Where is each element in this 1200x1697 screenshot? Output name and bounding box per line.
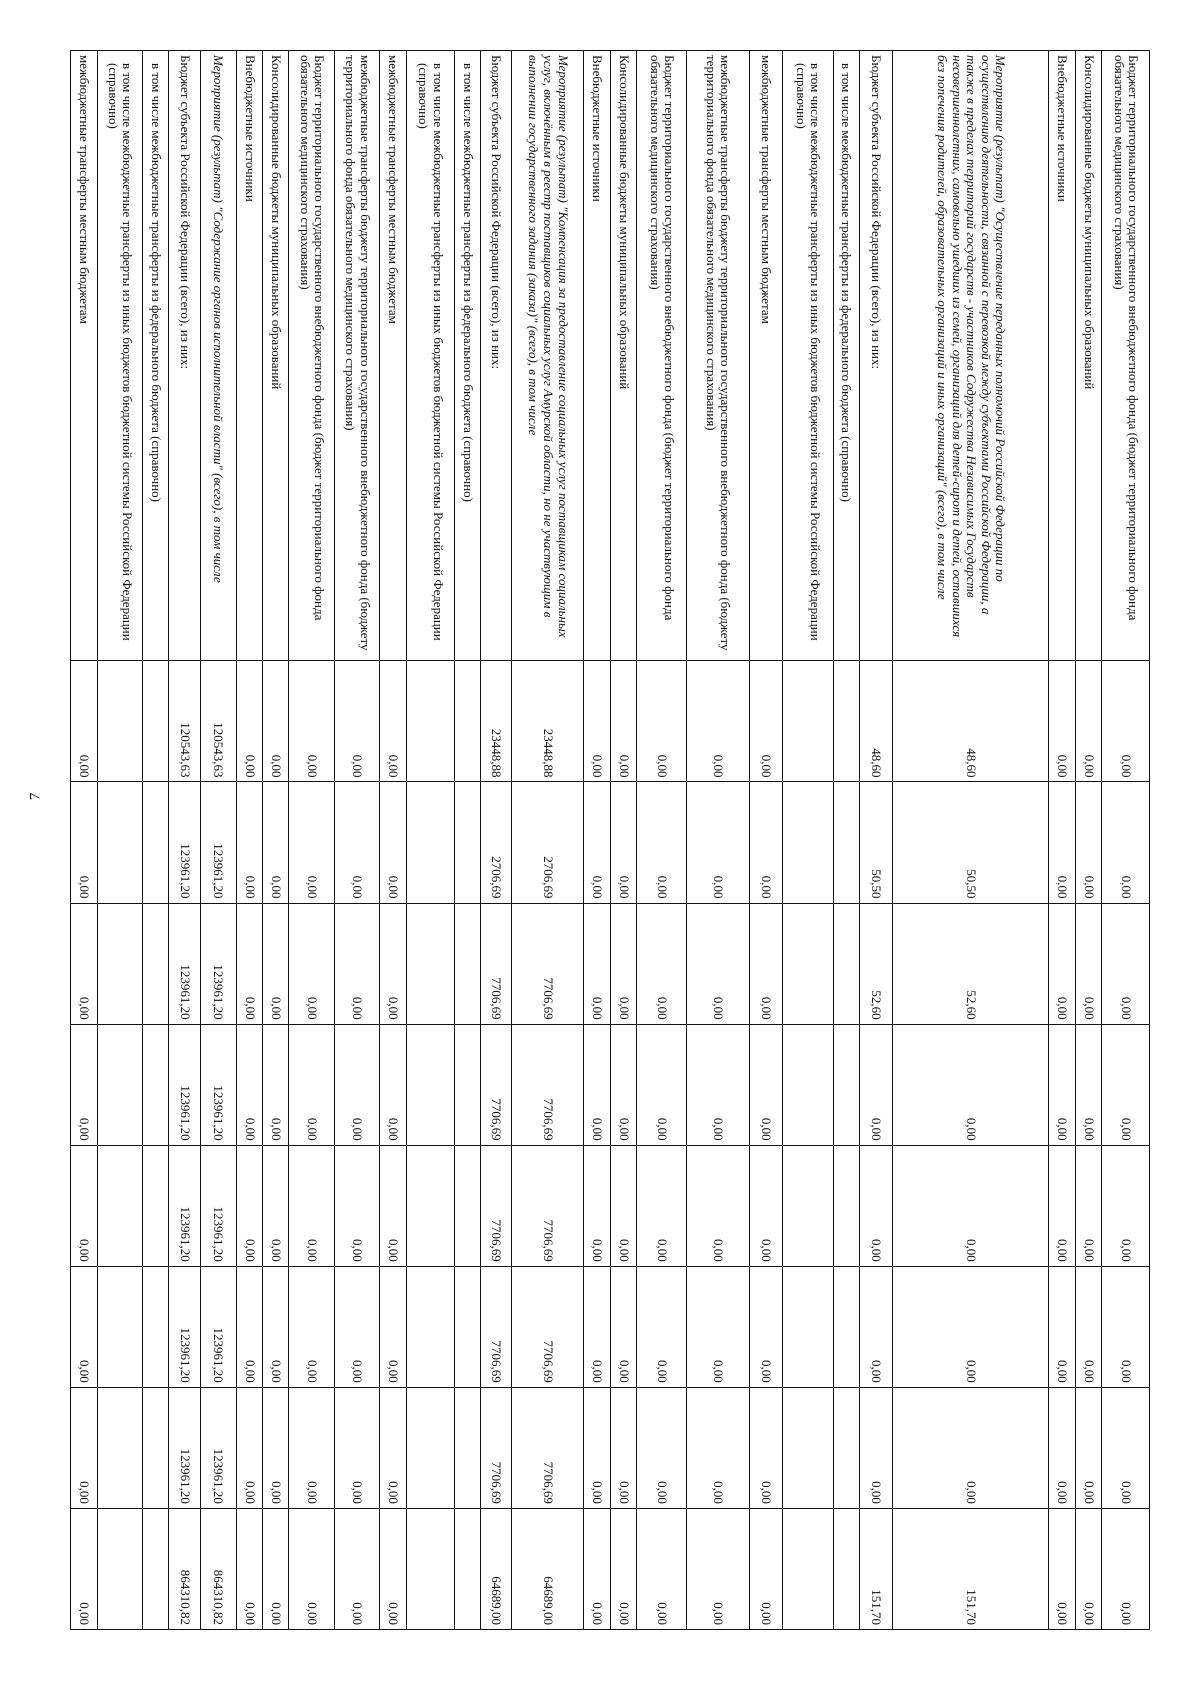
value-cell (97, 661, 143, 782)
table-row (481, 51, 512, 1630)
value-cell (454, 1387, 480, 1508)
table-row (859, 51, 893, 1630)
value-cell (454, 782, 480, 903)
value-cell: 0,00 (236, 661, 262, 782)
value-cell: 0,00 (262, 661, 288, 782)
value-cell: 0,00 (236, 1024, 262, 1145)
value-cell: 0,00 (749, 782, 783, 903)
value-cell: 120543,63 (200, 661, 236, 782)
value-cell (833, 903, 859, 1024)
value-cell (143, 1266, 169, 1387)
row-label: Бюджет территориального государственного внебюджетного фонда (бюджет территориального фонда обязательного медицинского страхования) (636, 51, 686, 661)
value-cell: 0,00 (687, 1266, 749, 1387)
value-cell: 0,00 (71, 782, 98, 903)
value-cell: 123961,20 (200, 1387, 236, 1508)
value-cell: 0,00 (71, 1387, 98, 1508)
value-cell: 123961,20 (200, 903, 236, 1024)
value-cell: 0,00 (859, 1266, 893, 1387)
value-cell: 0,00 (71, 903, 98, 1024)
value-cell: 0,00 (289, 782, 335, 903)
table-row (783, 51, 833, 1630)
value-cell: 0,00 (636, 782, 686, 903)
table-row (610, 51, 636, 1630)
value-cell: 0,00 (1075, 661, 1101, 782)
value-cell (783, 1145, 833, 1266)
value-cell: 0,00 (380, 1145, 406, 1266)
value-cell: 0,00 (334, 1387, 380, 1508)
table-row (71, 51, 98, 1630)
value-cell (406, 1024, 454, 1145)
value-cell: 0,00 (610, 782, 636, 903)
value-cell (783, 903, 833, 1024)
table-row (262, 51, 288, 1630)
value-cell: 48,60 (859, 661, 893, 782)
row-label: Бюджет субъекта Российской Федерации (всего), из них: (859, 51, 893, 661)
value-cell: 0,00 (1049, 903, 1075, 1024)
value-cell: 0,00 (749, 1145, 783, 1266)
value-cell: 0,00 (289, 661, 335, 782)
value-cell: 0,00 (1102, 1508, 1150, 1629)
value-cell: 0,00 (1075, 1266, 1101, 1387)
value-cell: 23448,88 (512, 661, 584, 782)
value-cell: 123961,20 (200, 782, 236, 903)
value-cell: 64689,00 (481, 1508, 512, 1629)
row-label: в том числе межбюджетные трансферты из федерального бюджета (справочно) (143, 51, 169, 661)
value-cell: 0,00 (334, 1024, 380, 1145)
value-cell: 0,00 (380, 1387, 406, 1508)
value-cell: 0,00 (749, 1266, 783, 1387)
value-cell: 123961,20 (169, 1145, 200, 1266)
value-cell (143, 903, 169, 1024)
value-cell: 0,00 (380, 1266, 406, 1387)
value-cell: 23448,88 (481, 661, 512, 782)
value-cell: 0,00 (236, 1266, 262, 1387)
value-cell: 0,00 (610, 903, 636, 1024)
value-cell: 0,00 (1049, 1266, 1075, 1387)
value-cell (833, 1145, 859, 1266)
value-cell: 0,00 (610, 1387, 636, 1508)
value-cell: 0,00 (1049, 1387, 1075, 1508)
table-row (833, 51, 859, 1630)
value-cell: 0,00 (71, 1024, 98, 1145)
value-cell: 0,00 (687, 782, 749, 903)
value-cell: 0,00 (236, 1508, 262, 1629)
value-cell (97, 1387, 143, 1508)
value-cell: 0,00 (1049, 661, 1075, 782)
value-cell: 0,00 (1049, 1024, 1075, 1145)
value-cell: 0,00 (236, 1387, 262, 1508)
row-label: Мероприятие (результат) "Компенсация за предоставление социальных услуг поставщикам социальных услуг, включённым в реестр поставщиков социальных услуг Амурской области, но не участвующим в выполнении государственного задания (заказа)" (всего), в том числе (512, 51, 584, 661)
value-cell: 0,00 (859, 1145, 893, 1266)
value-cell (406, 661, 454, 782)
table-row (512, 51, 584, 1630)
value-cell: 0,00 (1102, 1266, 1150, 1387)
row-label: Внебюджетные источники (584, 51, 610, 661)
value-cell: 151,70 (859, 1508, 893, 1629)
value-cell (833, 1508, 859, 1629)
value-cell (143, 1508, 169, 1629)
value-cell: 0,00 (380, 1024, 406, 1145)
row-label: межбюджетные трансферты местным бюджетам (749, 51, 783, 661)
value-cell (406, 1387, 454, 1508)
value-cell: 0,00 (749, 903, 783, 1024)
value-cell: 0,00 (1049, 782, 1075, 903)
value-cell: 2706,69 (512, 782, 584, 903)
value-cell: 0,00 (749, 1508, 783, 1629)
value-cell: 0,00 (687, 1387, 749, 1508)
value-cell (783, 782, 833, 903)
value-cell: 0,00 (859, 1387, 893, 1508)
value-cell: 0,00 (380, 782, 406, 903)
value-cell: 0,00 (71, 1508, 98, 1629)
value-cell: 2706,69 (481, 782, 512, 903)
value-cell (783, 661, 833, 782)
value-cell: 0,00 (262, 1508, 288, 1629)
row-label: Консолидированные бюджеты муниципальных образований (1075, 51, 1101, 661)
value-cell: 0,00 (289, 1145, 335, 1266)
row-label: Внебюджетные источники (236, 51, 262, 661)
value-cell: 48,60 (893, 661, 1049, 782)
value-cell (454, 903, 480, 1024)
value-cell (833, 1387, 859, 1508)
value-cell: 0,00 (380, 1508, 406, 1629)
value-cell (454, 1508, 480, 1629)
value-cell: 0,00 (893, 1387, 1049, 1508)
value-cell: 123961,20 (169, 1266, 200, 1387)
row-label: в том числе межбюджетные трансферты из иных бюджетов бюджетной системы Российской Федерации (справочно) (406, 51, 454, 661)
value-cell: 7706,69 (512, 1266, 584, 1387)
value-cell: 7706,69 (512, 1145, 584, 1266)
value-cell: 0,00 (610, 1024, 636, 1145)
value-cell: 0,00 (636, 903, 686, 1024)
value-cell: 0,00 (584, 661, 610, 782)
value-cell: 0,00 (1049, 1145, 1075, 1266)
table-row (454, 51, 480, 1630)
value-cell: 123961,20 (200, 1266, 236, 1387)
value-cell: 0,00 (1075, 903, 1101, 1024)
value-cell: 7706,69 (512, 1387, 584, 1508)
value-cell: 0,00 (1102, 1387, 1150, 1508)
value-cell: 0,00 (687, 1508, 749, 1629)
value-cell: 0,00 (289, 1024, 335, 1145)
value-cell: 0,00 (380, 661, 406, 782)
value-cell: 0,00 (380, 903, 406, 1024)
value-cell: 0,00 (289, 1266, 335, 1387)
row-label: межбюджетные трансферты местным бюджетам (71, 51, 98, 661)
value-cell: 123961,20 (169, 1387, 200, 1508)
value-cell: 0,00 (687, 1024, 749, 1145)
page-number: 7 (27, 792, 44, 801)
value-cell: 0,00 (584, 782, 610, 903)
value-cell: 0,00 (584, 1145, 610, 1266)
value-cell: 0,00 (584, 1266, 610, 1387)
table-row (1102, 51, 1150, 1630)
value-cell: 0,00 (1102, 1024, 1150, 1145)
value-cell: 0,00 (636, 1266, 686, 1387)
value-cell (783, 1024, 833, 1145)
value-cell (97, 782, 143, 903)
value-cell: 0,00 (1075, 1508, 1101, 1629)
table-row (97, 51, 143, 1630)
row-label: Внебюджетные источники (1049, 51, 1075, 661)
value-cell: 0,00 (610, 1145, 636, 1266)
value-cell: 0,00 (610, 661, 636, 782)
value-cell: 0,00 (859, 1024, 893, 1145)
row-label: Мероприятие (результат) "Содержание органов исполнительной власти" (всего), в том числе (200, 51, 236, 661)
value-cell: 0,00 (334, 1145, 380, 1266)
value-cell (97, 903, 143, 1024)
value-cell: 0,00 (262, 903, 288, 1024)
table-row (636, 51, 686, 1630)
value-cell: 64689,00 (512, 1508, 584, 1629)
value-cell: 0,00 (749, 661, 783, 782)
row-label: Бюджет территориального государственного внебюджетного фонда (бюджет территориального фонда обязательного медицинского страхования) (1102, 51, 1150, 661)
row-label: межбюджетные трансферты бюджету территориального государственного внебюджетного фонда (бюджету территориального фонда обязательного медицинского страхования) (687, 51, 749, 661)
value-cell: 52,60 (893, 903, 1049, 1024)
table-row (169, 51, 200, 1630)
value-cell: 0,00 (1102, 782, 1150, 903)
value-cell: 0,00 (749, 1387, 783, 1508)
value-cell: 50,50 (893, 782, 1049, 903)
value-cell: 0,00 (610, 1266, 636, 1387)
value-cell: 0,00 (584, 1024, 610, 1145)
value-cell: 0,00 (1075, 1145, 1101, 1266)
value-cell: 0,00 (893, 1145, 1049, 1266)
value-cell: 0,00 (687, 903, 749, 1024)
value-cell (833, 661, 859, 782)
value-cell: 0,00 (71, 661, 98, 782)
value-cell: 7706,69 (512, 1024, 584, 1145)
value-cell (97, 1266, 143, 1387)
table-row (687, 51, 749, 1630)
value-cell: 0,00 (893, 1024, 1049, 1145)
value-cell (783, 1266, 833, 1387)
value-cell (783, 1508, 833, 1629)
row-label: Бюджет территориального государственного внебюджетного фонда (бюджет территориального фонда обязательного медицинского страхования) (289, 51, 335, 661)
value-cell (97, 1024, 143, 1145)
value-cell (454, 661, 480, 782)
value-cell: 0,00 (749, 1024, 783, 1145)
table-row (143, 51, 169, 1630)
value-cell: 7706,69 (481, 1387, 512, 1508)
value-cell: 0,00 (262, 782, 288, 903)
value-cell: 0,00 (236, 903, 262, 1024)
row-label: Бюджет субъекта Российской Федерации (всего), из них: (169, 51, 200, 661)
value-cell: 0,00 (893, 1266, 1049, 1387)
value-cell: 123961,20 (169, 1024, 200, 1145)
value-cell: 0,00 (1049, 1508, 1075, 1629)
value-cell: 0,00 (236, 1145, 262, 1266)
value-cell: 0,00 (262, 1387, 288, 1508)
value-cell: 0,00 (1075, 1024, 1101, 1145)
value-cell (143, 1145, 169, 1266)
value-cell: 0,00 (262, 1024, 288, 1145)
value-cell: 0,00 (1102, 661, 1150, 782)
value-cell: 151,70 (893, 1508, 1049, 1629)
row-label: Консолидированные бюджеты муниципальных образований (262, 51, 288, 661)
value-cell: 7706,69 (481, 1266, 512, 1387)
value-cell: 123961,20 (169, 782, 200, 903)
value-cell (833, 1266, 859, 1387)
value-cell: 0,00 (610, 1508, 636, 1629)
value-cell (97, 1508, 143, 1629)
value-cell: 864310,82 (169, 1508, 200, 1629)
value-cell: 0,00 (334, 782, 380, 903)
table-row (289, 51, 335, 1630)
value-cell (454, 1266, 480, 1387)
value-cell: 0,00 (334, 661, 380, 782)
row-label: в том числе межбюджетные трансферты из иных бюджетов бюджетной системы Российской Федерации (справочно) (783, 51, 833, 661)
table-row (236, 51, 262, 1630)
value-cell: 0,00 (636, 1387, 686, 1508)
table-row (200, 51, 236, 1630)
value-cell: 0,00 (334, 903, 380, 1024)
row-label: в том числе межбюджетные трансферты из федерального бюджета (справочно) (454, 51, 480, 661)
table-row (749, 51, 783, 1630)
row-label: в том числе межбюджетные трансферты из федерального бюджета (справочно) (833, 51, 859, 661)
rotated-table-container (70, 50, 1150, 1630)
value-cell (833, 1024, 859, 1145)
value-cell: 0,00 (1102, 903, 1150, 1024)
value-cell: 7706,69 (481, 1145, 512, 1266)
value-cell: 7706,69 (512, 903, 584, 1024)
value-cell: 0,00 (262, 1266, 288, 1387)
value-cell (783, 1387, 833, 1508)
value-cell: 0,00 (1075, 782, 1101, 903)
value-cell: 864310,82 (200, 1508, 236, 1629)
value-cell: 0,00 (636, 1508, 686, 1629)
budget-table (70, 50, 1150, 1630)
row-label: в том числе межбюджетные трансферты из иных бюджетов бюджетной системы Российской Федерации (справочно) (97, 51, 143, 661)
table-row (380, 51, 406, 1630)
value-cell (454, 1145, 480, 1266)
value-cell (406, 1508, 454, 1629)
value-cell: 0,00 (289, 903, 335, 1024)
value-cell: 0,00 (1075, 1387, 1101, 1508)
value-cell: 0,00 (262, 1145, 288, 1266)
value-cell: 0,00 (636, 1145, 686, 1266)
value-cell: 0,00 (584, 1508, 610, 1629)
value-cell: 0,00 (236, 782, 262, 903)
value-cell: 0,00 (584, 1387, 610, 1508)
value-cell (406, 1266, 454, 1387)
table-row (406, 51, 454, 1630)
value-cell: 123961,20 (200, 1024, 236, 1145)
value-cell (833, 782, 859, 903)
value-cell: 0,00 (334, 1508, 380, 1629)
row-label: Бюджет субъекта Российской Федерации (всего), из них: (481, 51, 512, 661)
row-label: Мероприятие (результат) "Осуществление переданных полномочий Российской Федерации по осуществлению деятельности, связанной с перевозкой между субъектами Российской Федерации, а также в пределах территорий государств - участников Содружества Независимых Государств несовершеннолетних, самовольно ушедших из семей, организаций для детей-сирот и детей, оставшихся без попечения родителей, образовательных организаций и иных организаций" (всего), в том числе (893, 51, 1049, 661)
value-cell: 0,00 (71, 1266, 98, 1387)
row-label: межбюджетные трансферты бюджету территориального государственного внебюджетного фонда (бюджету территориального фонда обязательного медицинского страхования) (334, 51, 380, 661)
value-cell (406, 1145, 454, 1266)
value-cell: 120543,63 (169, 661, 200, 782)
table-row (893, 51, 1049, 1630)
value-cell: 0,00 (636, 1024, 686, 1145)
budget-table-body (71, 51, 1150, 1630)
value-cell (406, 782, 454, 903)
table-row (584, 51, 610, 1630)
value-cell: 0,00 (584, 903, 610, 1024)
value-cell: 7706,69 (481, 1024, 512, 1145)
value-cell (143, 782, 169, 903)
value-cell: 52,60 (859, 903, 893, 1024)
value-cell (406, 903, 454, 1024)
value-cell: 0,00 (687, 1145, 749, 1266)
value-cell: 123961,20 (200, 1145, 236, 1266)
value-cell (143, 661, 169, 782)
value-cell: 0,00 (71, 1145, 98, 1266)
row-label: Консолидированные бюджеты муниципальных образований (610, 51, 636, 661)
value-cell (97, 1145, 143, 1266)
value-cell: 0,00 (687, 661, 749, 782)
value-cell: 50,50 (859, 782, 893, 903)
value-cell (454, 1024, 480, 1145)
table-row (1049, 51, 1075, 1630)
value-cell: 0,00 (1102, 1145, 1150, 1266)
value-cell: 0,00 (334, 1266, 380, 1387)
value-cell: 0,00 (289, 1387, 335, 1508)
value-cell: 123961,20 (169, 903, 200, 1024)
value-cell: 0,00 (636, 661, 686, 782)
table-row (1075, 51, 1101, 1630)
table-row (334, 51, 380, 1630)
value-cell (143, 1024, 169, 1145)
value-cell (143, 1387, 169, 1508)
value-cell: 0,00 (289, 1508, 335, 1629)
value-cell: 7706,69 (481, 903, 512, 1024)
row-label: межбюджетные трансферты местным бюджетам (380, 51, 406, 661)
